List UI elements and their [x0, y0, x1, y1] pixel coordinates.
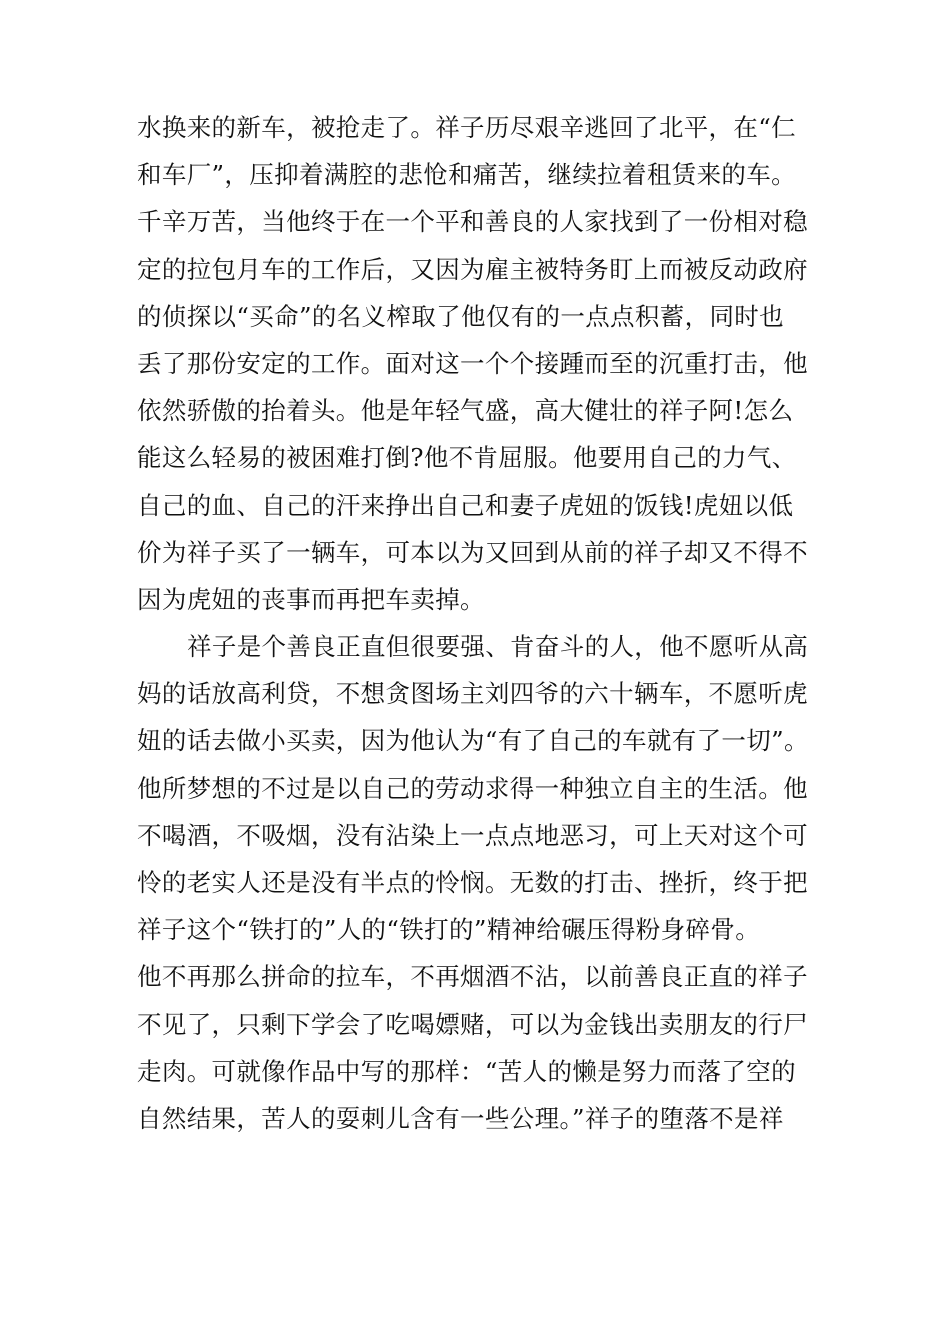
text-line: 自然结果，苦人的耍刺儿含有一些公理。”祥子的堕落不是祥	[137, 1103, 784, 1133]
text-line: 不见了，只剩下学会了吃喝嫖赌，可以为金钱出卖朋友的行尸	[137, 1009, 808, 1039]
text-line: 怜的老实人还是没有半点的怜悯。无数的打击、挫折，终于把	[137, 868, 808, 897]
text-line: 祥子这个“铁打的”人的“铁打的”精神给碾压得粉身碎骨。	[137, 915, 761, 945]
text-line: 能这么轻易的被困难打倒?他不肯屈服。他要用自己的力气、	[137, 443, 797, 473]
text-line: 的侦探以“买命”的名义榨取了他仅有的一点点积蓄，同时也	[137, 301, 784, 331]
text-line: 和车厂”，压抑着满腔的悲怆和痛苦，继续拉着租赁来的车。	[137, 160, 796, 190]
text-line: 定的拉包月车的工作后，又因为雇主被特务盯上而被反动政府	[137, 254, 808, 284]
text-line: 妞的话去做小买卖，因为他认为“有了自己的车就有了一切”。	[137, 726, 809, 756]
paragraph-start-line: 祥子是个善良正直但很要强、肯奋斗的人，他不愿听从高	[187, 632, 809, 662]
text-line: 千辛万苦，当他终于在一个平和善良的人家找到了一份相对稳	[137, 207, 808, 237]
body-text	[137, 104, 850, 1142]
text-line: 丢了那份安定的工作。面对这一个个接踵而至的沉重打击，他	[137, 348, 808, 378]
text-line: 妈的话放高利贷，不想贪图场主刘四爷的六十辆车，不愿听虎	[137, 679, 808, 709]
text-line: 因为虎妞的丧事而再把车卖掉。	[137, 584, 485, 614]
text-line: 自己的血、自己的汗来挣出自己和妻子虎妞的饭钱!虎妞以低	[137, 490, 794, 520]
text-line: 依然骄傲的抬着头。他是年轻气盛，高大健壮的祥子阿!怎么	[137, 396, 794, 426]
text-line: 水换来的新车，被抢走了。祥子历尽艰辛逃回了北平，在“仁	[137, 113, 796, 142]
text-line: 他所梦想的不过是以自己的劳动求得一种独立自主的生活。他	[137, 773, 808, 803]
text-line: 不喝酒，不吸烟，没有沾染上一点点地恶习，可上天对这个可	[137, 820, 808, 850]
text-line: 他不再那么拼命的拉车，不再烟酒不沾，以前善良正直的祥子	[137, 962, 808, 992]
text-line: 走肉。可就像作品中写的那样：“苦人的懒是努力而落了空的	[137, 1056, 796, 1086]
text-line: 价为祥子买了一辆车，可本以为又回到从前的祥子却又不得不	[137, 537, 808, 567]
